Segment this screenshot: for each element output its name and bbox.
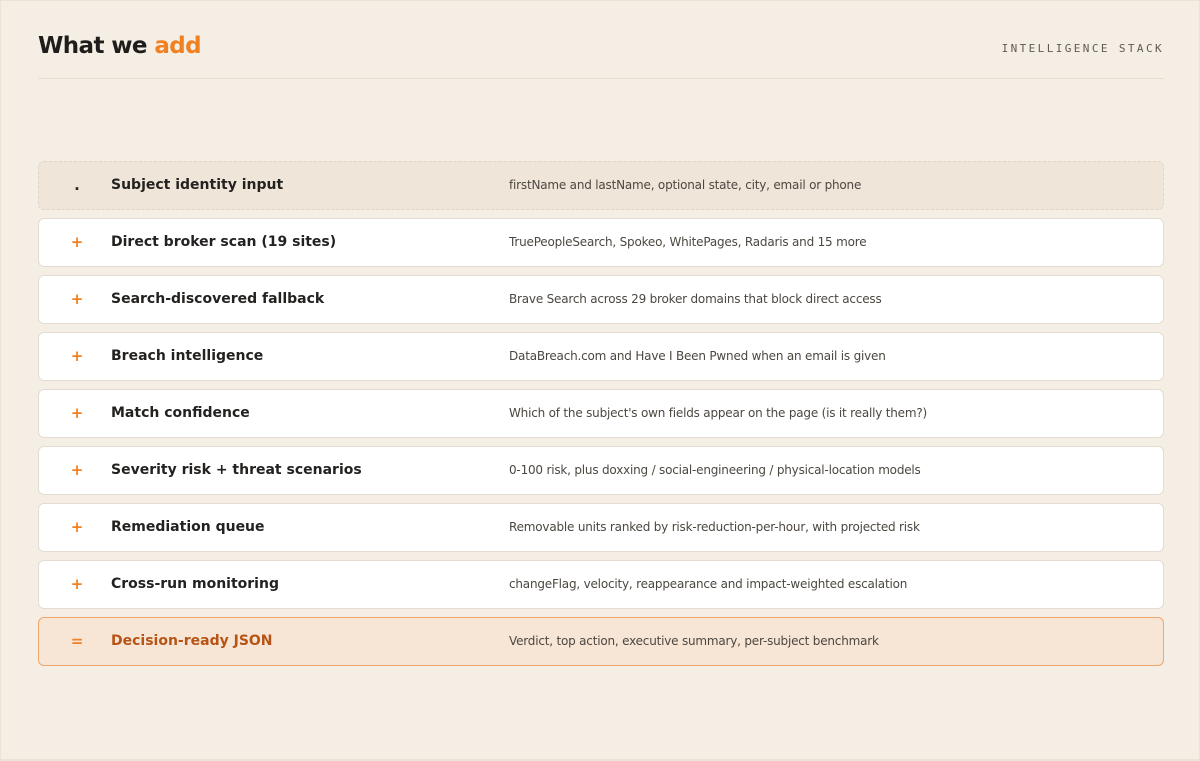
stack-row-description: Removable units ranked by risk-reduction-per-hour, with projected risk [509,520,920,534]
stack-row-search-discovered-fallback [38,275,1164,324]
page [1,1,1199,759]
stack-row-description: firstName and lastName, optional state, city, email or phone [509,178,862,192]
stack-row-description: DataBreach.com and Have I Been Pwned when an email is given [509,349,886,363]
stack-list [38,161,1164,674]
stack-row-label: Breach intelligence [111,348,264,364]
title-accent: add [154,33,201,59]
stack-row-breach-intelligence [38,332,1164,381]
equals-marker-icon: = [70,632,84,650]
stack-row-label: Severity risk + threat scenarios [111,462,362,478]
stack-row-decision-ready-json [38,617,1164,666]
stack-row-label: Search-discovered fallback [111,291,325,307]
dot-marker-icon: . [74,176,80,194]
stack-row-description: 0-100 risk, plus doxxing / social-engineering / physical-location models [509,463,921,477]
stack-row-description: TruePeopleSearch, Spokeo, WhitePages, Radaris and 15 more [509,235,867,249]
stack-row-severity-risk [38,446,1164,495]
stack-row-subject-identity-input [38,161,1164,210]
page-title [38,31,201,61]
stack-row-match-confidence [38,389,1164,438]
stack-row-description: changeFlag, velocity, reappearance and impact-weighted escalation [509,577,908,591]
stack-row-description: Which of the subject's own fields appear on the page (is it really them?) [509,406,927,420]
plus-marker-icon: + [70,404,84,422]
plus-marker-icon: + [70,233,84,251]
stack-row-description: Brave Search across 29 broker domains that block direct access [509,292,882,306]
section-kicker: INTELLIGENCE STACK [1001,42,1164,55]
plus-marker-icon: + [70,461,84,479]
stack-row-description: Verdict, top action, executive summary, per-subject benchmark [509,634,879,648]
stack-row-label: Remediation queue [111,519,265,535]
plus-marker-icon: + [70,518,84,536]
stack-row-cross-run-monitoring [38,560,1164,609]
plus-marker-icon: + [70,575,84,593]
title-prefix: What we [38,33,155,59]
page-header [38,31,1164,79]
stack-row-label: Subject identity input [111,177,284,193]
plus-marker-icon: + [70,290,84,308]
stack-row-label: Decision-ready JSON [111,633,273,649]
stack-row-label: Direct broker scan (19 sites) [111,234,337,250]
stack-row-label: Cross-run monitoring [111,576,279,592]
stack-row-label: Match confidence [111,405,250,421]
stack-row-direct-broker-scan [38,218,1164,267]
stack-row-remediation-queue [38,503,1164,552]
plus-marker-icon: + [70,347,84,365]
